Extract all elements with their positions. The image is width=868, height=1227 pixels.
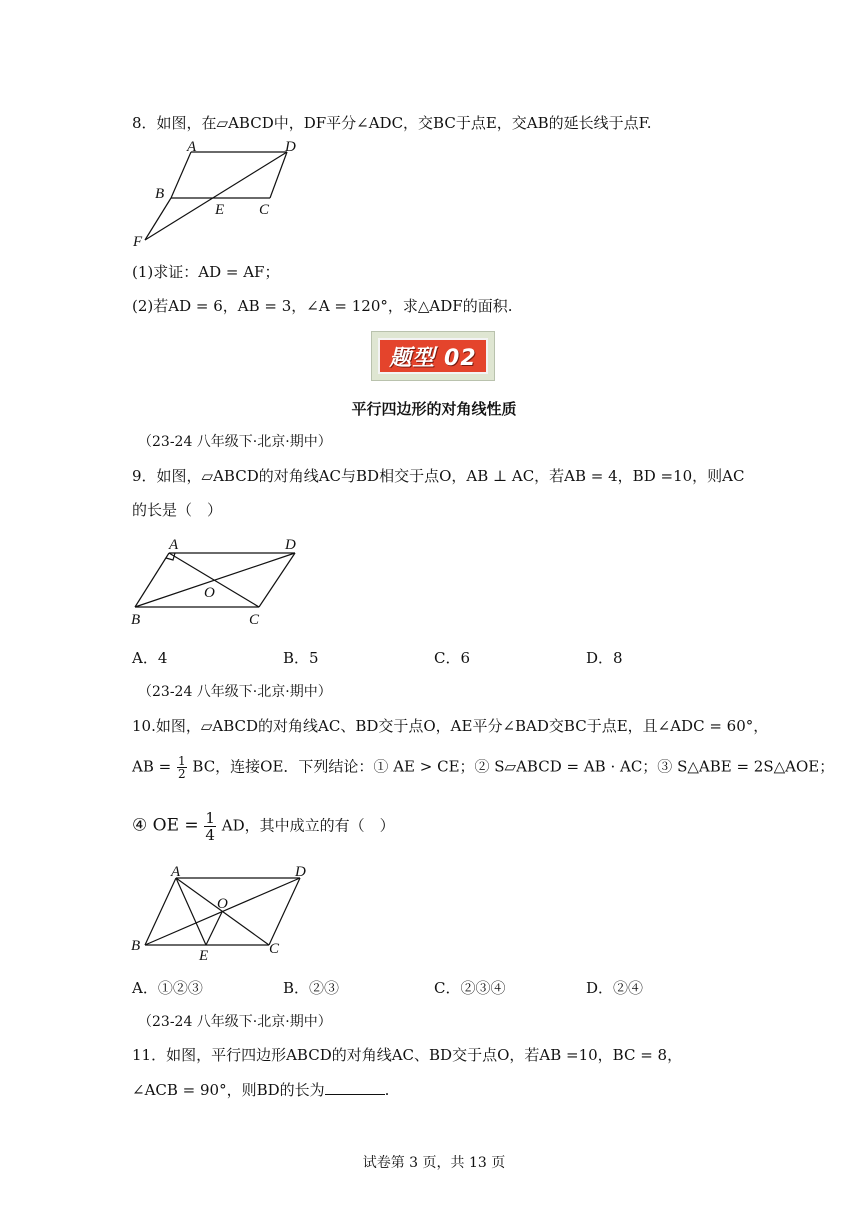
banner-text: 题型 02	[389, 345, 477, 371]
q8-stem: 8．如图，在▱ABCD中，DF平分∠ADC，交BC于点E，交AB的延长线于点F.	[132, 114, 652, 132]
q9-label-o: O	[204, 585, 215, 601]
q10-fraction-quarter	[204, 810, 216, 843]
q10-label-b: B	[131, 938, 141, 954]
section-title: 平行四边形的对角线性质	[351, 400, 517, 418]
q10-frac2-numerator: 1	[205, 809, 215, 827]
q8-label-e: E	[215, 202, 225, 218]
q10-label-e: E	[199, 948, 209, 964]
q10-line2-end: BC，连接OE．下列结论：① AE > CE；② S▱ABCD = AB · AC；③ S△ABE = 2S△AOE；	[192, 757, 835, 776]
q11-line1: 11．如图，平行四边形ABCD的对角线AC、BD交于点O，若AB =10，BC = 8，	[132, 1046, 683, 1064]
q11-line2-period: .	[384, 1081, 390, 1099]
q10-line2-start: AB =	[132, 757, 172, 776]
q10-line1: 10.如图，▱ABCD的对角线AC、BD交于点O，AE平分∠BAD交BC于点E，且∠ADC = 60°，	[132, 717, 769, 735]
q9-source: （23-24 八年级下·北京·期中）	[138, 434, 332, 450]
q10-label-a: A	[171, 864, 181, 880]
q8-label-a: A	[187, 139, 197, 155]
q10-frac2-denominator: 4	[205, 826, 215, 844]
q8-label-d: D	[285, 139, 296, 155]
q10-source: （23-24 八年级下·北京·期中）	[138, 684, 332, 700]
q8-part2: (2)若AD = 6，AB = 3，∠A = 120°，求△ADF的面积.	[132, 297, 513, 315]
q10-label-c: C	[269, 941, 280, 957]
q9-line1: 9．如图，▱ABCD的对角线AC与BD相交于点O，AB ⊥ AC，若AB = 4，BD =10，则AC	[132, 467, 745, 485]
q10-line3-start: ④ OE =	[132, 815, 199, 836]
q8-label-b: B	[155, 186, 165, 202]
q10-option-a[interactable]: A．①②③	[132, 979, 203, 997]
q10-label-d: D	[295, 864, 306, 880]
q9-option-d[interactable]: D．8	[586, 649, 623, 667]
q10-option-b[interactable]: B．②③	[283, 979, 340, 997]
question-type-banner	[371, 331, 495, 381]
q8-part1: (1)求证：AD = AF；	[132, 263, 280, 281]
q10-figure	[125, 860, 325, 965]
q9-option-a[interactable]: A．4	[132, 649, 168, 667]
q11-source: （23-24 八年级下·北京·期中）	[138, 1014, 332, 1030]
q9-label-c: C	[249, 612, 260, 628]
q8-label-f: F	[133, 234, 143, 250]
q9-option-b[interactable]: B．5	[283, 649, 319, 667]
page-footer: 试卷第 3 页，共 13 页	[362, 1155, 506, 1171]
q10-label-o: O	[217, 896, 228, 912]
q9-label-a: A	[169, 537, 179, 553]
q10-frac-denominator: 2	[177, 767, 186, 781]
q11-line2	[132, 1080, 389, 1100]
q10-frac-numerator: 1	[177, 754, 186, 768]
q8-label-c: C	[259, 202, 270, 218]
q11-answer-blank[interactable]	[325, 1080, 385, 1095]
q10-line3-end: AD，其中成立的有（ ）	[221, 816, 395, 835]
q9-option-c[interactable]: C．6	[434, 649, 471, 667]
q9-figure	[125, 533, 315, 633]
q11-line2-text: ∠ACB = 90°，则BD的长为	[132, 1081, 325, 1099]
q9-label-b: B	[131, 612, 141, 628]
q10-option-c[interactable]: C．②③④	[434, 979, 506, 997]
q9-line2: 的长是（ ）	[132, 501, 223, 519]
q8-figure	[125, 138, 315, 250]
q10-option-d[interactable]: D．②④	[586, 979, 644, 997]
q10-fraction-half	[177, 755, 187, 780]
q10-line2	[132, 755, 834, 780]
q9-label-d: D	[285, 537, 296, 553]
q10-line3	[132, 810, 395, 843]
